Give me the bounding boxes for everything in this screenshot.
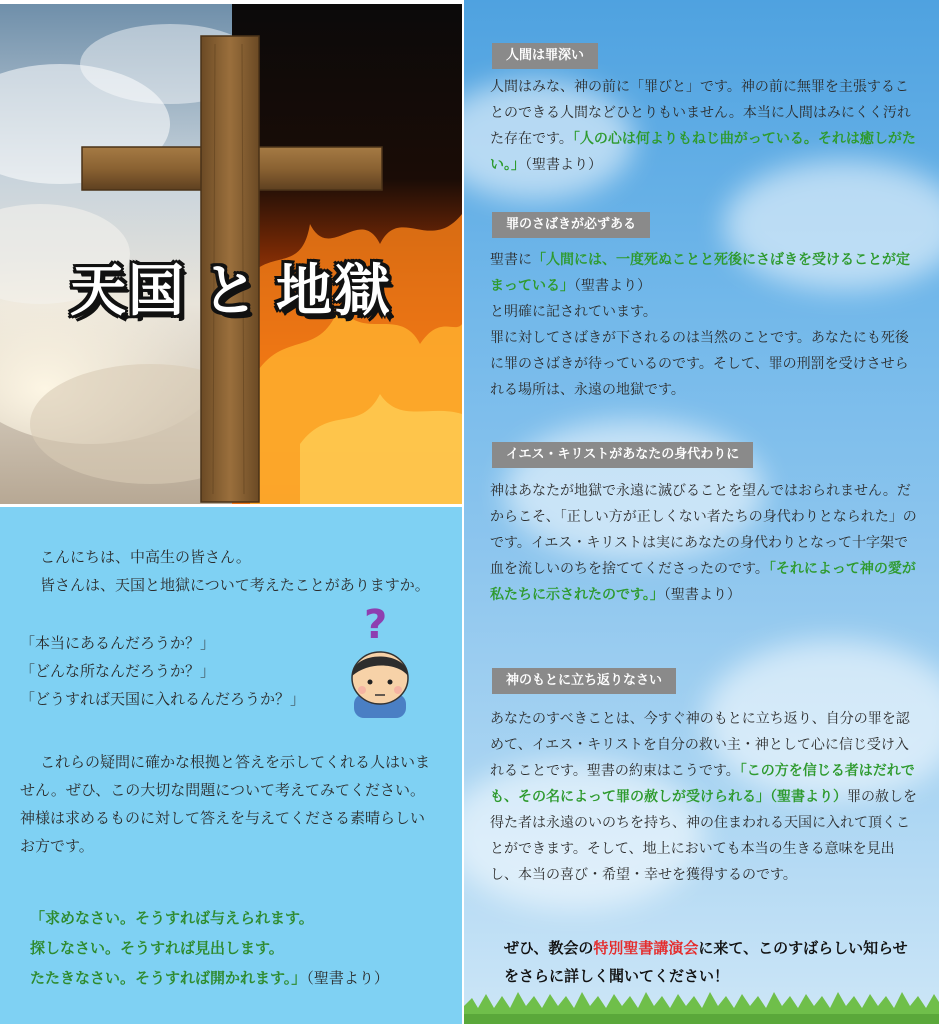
thinking-boy-illustration: [340, 598, 420, 718]
left-panel: [0, 0, 462, 1024]
svg-text:?: ?: [364, 602, 388, 648]
judgment-pre: 聖書に: [490, 252, 532, 268]
section-body-return: [490, 706, 920, 888]
judgment-text-2: 罪に対してさばきが下されるのは当然のことです。あなたにも死後に罪のさばきが待っているのです。そして、罪の刑罰を受けさせられる場所は、永遠の地獄です。: [490, 330, 909, 398]
section-body-judgment: [490, 247, 920, 403]
hero-image: [0, 4, 462, 504]
greeting-text: こんにちは、中高生の皆さん。: [40, 548, 251, 566]
judgment-quote: 「人間には、一度死ぬことと死後にさばきを受けることが定まっている」: [490, 252, 910, 294]
return-text-2: 罪の赦しを得た者は永遠のいのちを持ち、神の住まわれる天国に入れて頂くことができます。そして、地上においても本当の生きる意味を見出し、本当の喜び・希望・幸せを獲得するのです。: [490, 789, 917, 883]
right-panel: [464, 0, 939, 1024]
cta-event-name: 特別聖書講演会: [593, 939, 699, 957]
section-heading-sin: 人間は罪深い: [492, 43, 598, 69]
call-to-action: [504, 934, 914, 990]
verse-line-3-text: たたきなさい。そうすれば開かれます。」: [30, 969, 307, 987]
title-hell: 地獄: [276, 259, 392, 324]
judgment-source: （聖書より）: [574, 278, 651, 294]
section-heading-substitute: イエス・キリストがあなたの身代わりに: [492, 442, 753, 468]
cta-pre: ぜひ、教会の: [504, 939, 594, 957]
section-heading-return: 神のもとに立ち返りなさい: [492, 668, 676, 694]
substitute-quote: 「それによって神の愛が私たちに示されたのです。」: [490, 561, 916, 603]
verse-line-1: 「求めなさい。そうすれば与えられます。: [30, 909, 314, 927]
question-2: 「どんな所なんだろうか？」: [20, 662, 216, 680]
verse-source: （聖書より）: [306, 969, 389, 987]
sin-source: （聖書より）: [525, 157, 602, 173]
verse-line-3: [30, 967, 389, 988]
intro-body-text: これらの疑問に確かな根拠と答えを示してくれる人はいません。ぜひ、この大切な問題について考えてみてください。神様は求めるものに対して答えを与えてくださる素晴らしいお方です。: [20, 753, 431, 855]
cta-post: に来て、このすばらしい知らせをさらに詳しく聞いてください！: [504, 939, 908, 985]
page-title: [0, 247, 462, 327]
substitute-source: （聖書より）: [663, 587, 741, 603]
return-source: （聖書より）: [770, 789, 847, 805]
section-heading-judgment: 罪のさばきが必ずある: [492, 212, 650, 238]
question-3: 「どうすれば天国に入れるんだろうか？」: [20, 690, 306, 708]
verse-line-2: 探しなさい。そうすれば見出します。: [30, 939, 284, 957]
question-1: 「本当にあるんだろうか？」: [20, 634, 216, 652]
sin-quote: 「人の心は何よりもねじ曲がっている。それは癒しがたい。」: [490, 131, 916, 173]
sin-text: 人間はみな、神の前に「罪びと」です。神の前に無罪を主張することのできる人間などひとりもいません。本当に人間はみにくく汚れた存在です。: [490, 79, 911, 147]
title-and: と: [202, 259, 260, 324]
substitute-text: 神はあなたが地獄で永遠に滅びることを望んではおられません。だからこそ、「正しい方が正しくない者たちの身代わりとなられた」のです。イエス・キリストは実にあなたの身代わりとなって十字架で血を流しいのちを捨ててくださったのです。: [490, 483, 917, 577]
judgment-text-1: と明確に記されています。: [490, 304, 657, 320]
intro-question-text: 皆さんは、天国と地獄について考えたことがありますか。: [40, 576, 430, 594]
intro-section: [0, 507, 462, 1024]
grass-decoration: [464, 984, 939, 1024]
title-heaven: 天国: [70, 259, 186, 324]
return-quote: 「この方を信じる者はだれでも、その名によって罪の赦しが受けられる」: [490, 763, 915, 805]
return-text-1: あなたのすべきことは、今すぐ神のもとに立ち返り、自分の罪を認めて、イエス・キリストを自分の救い主・神として心に信じ受け入れることです。聖書の約束はこうです。: [490, 711, 910, 779]
section-body-sin: [490, 74, 920, 178]
section-body-substitute: [490, 478, 920, 608]
